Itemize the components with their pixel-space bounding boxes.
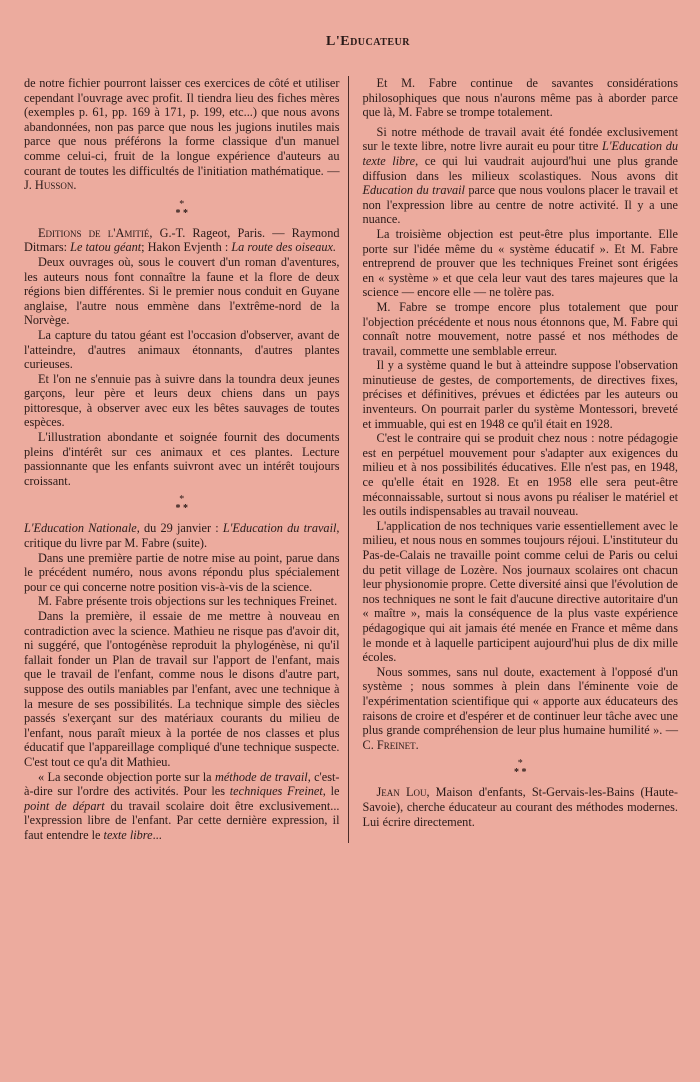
- right-column: [349, 76, 679, 843]
- paragraph: Et M. Fabre continue de savantes considérations philosophiques que nous n'aurons même pas à aborder parce que là, M. Fabre se trompe totalement.: [362, 76, 678, 120]
- paragraph: « La seconde objection porte sur la méthode de travail, c'est-à-dire sur l'ordre des activités. Pour les techniques Freinet, le point de départ du travail scolaire doit être exclusivement... l'expression libre de l'enfant. Par cette dernière expression, il faut entendre le texte libre...: [24, 769, 340, 842]
- left-column: [24, 76, 349, 843]
- paragraph: Si notre méthode de travail avait été fondée exclusivement sur le texte libre, notre livre aurait eu pour titre L'Education du texte libre, ce qui lui vaudrait aujourd'hui une plus grande diffusion dans les milieux scolastiques. Nous avons dit Education du travail parce que nous voulons placer le travail et non l'expression libre au centre de notre activité. Il y a une nuance.: [362, 124, 679, 227]
- author-signature: C. Freinet.: [362, 737, 419, 752]
- paragraph: La capture du tatou géant est l'occasion d'observer, avant de l'atteindre, d'autres animaux étonnants, d'autres plantes curieuses.: [24, 327, 340, 372]
- paragraph: Dans la première, il essaie de me mettre à nouveau en contradiction avec la science. Mathieu ne risque pas d'avoir dit, ni suggéré, que l'ontogénèse reproduit la phylogénèse, ni qu'il fallait fonder un Plan de travail sur l'apport de l'enfant, mais que le travail de l'enfant, comme nous le disons d'autre part, suppose des outils maniables par l'enfant, avec une technique à la mesure de ses possibilités. La technique simple des siècles passés s'exerçant sur des matériaux courants du milieu de l'enfant, nous paraît mieux à la portée de nos classes et plus éducatif que l'appareillage compliqué d'une technique suspecte. C'est tout ce qu'a dit Mathieu.: [24, 609, 340, 769]
- paragraph: La troisième objection est peut-être plus importante. Elle porte sur l'idée même du « système éducatif ». Et M. Fabre entreprend de prouver que les techniques Freinet sont érigées en « système » et que cela leur vaut des tares majeures que la science — encore elle — ne tolère pas.: [362, 226, 678, 300]
- article-reference: L'Education Nationale, du 29 janvier : L'Education du travail, critique du livre par M. Fabre (suite).: [24, 521, 340, 551]
- paragraph: de notre fichier pourront laisser ces exercices de côté et utiliser cependant l'ouvrage avec profit. Il tiendra lieu des fiches mères (exemples p. 61, pp. 169 à 171, p. 199, etc...) que nous avons abandonnées, non pas parce que nous les jugions inutiles mais parce que nous préférons la forme classique d'un manuel comme celui-ci, fruit de la longue expérience d'auteurs au courant de toutes les difficultés de l'initiation mathématique. — J. Husson.: [24, 76, 340, 193]
- paragraph: L'application de nos techniques varie essentiellement avec le milieu, et nous nous en sommes toujours réjoui. L'instituteur du Pas-de-Calais ne travaille point comme celui de Paris ou celui du petit village de Lozère. Nos journaux scolaires ont chacun leur physionomie propre. Cette diversité ainsi que l'évolution de nos techniques ne sont le fait d'aucune directive autoritaire d'un « maître », mais la conséquence de la plus vaste expérience pédagogique qui ait jamais été menée en France et même dans le monde et à laquelle participent aujourd'hui plus de dix mille écoles.: [362, 518, 678, 665]
- journal-title: L'Educateur: [326, 34, 410, 49]
- author-signature: J. Husson.: [24, 178, 77, 193]
- separator-stars: * * *: [175, 198, 188, 219]
- separator-stars: * * *: [175, 494, 188, 515]
- classified-ad: Jean Lou, Maison d'enfants, St-Gervais-les-Bains (Haute-Savoie), cherche éducateur au courant des méthodes modernes. Lui écrire directement.: [362, 785, 678, 829]
- separator-stars: * * *: [514, 758, 527, 779]
- page-header: [326, 34, 410, 50]
- paragraph: M. Fabre présente trois objections sur les techniques Freinet.: [38, 594, 338, 609]
- book-reference: Editions de l'Amitié, G.-T. Rageot, Paris. — Raymond Ditmars: Le tatou géant; Hakon Evjenth : La route des oiseaux.: [24, 225, 340, 255]
- paragraph: Il y a système quand le but à atteindre suppose l'observation minutieuse de gestes, de comportements, de directives fixes, précises et définitives, prévues et édictées par les auteurs ou inventeurs. On pourrait parler du système Montessori, breveté et immuable, qui est en 1948 ce qu'il était en 1928.: [362, 358, 678, 431]
- paragraph: Dans une première partie de notre mise au point, parue dans le précédent numéro, nous avons répondu plus spécialement pour ce qui concerne notre position vis-à-vis de la science.: [24, 550, 340, 594]
- paragraph: L'illustration abondante et soignée fournit des documents pleins d'intérêt sur ces animaux et ces plantes. Lecture passionnante que les enfants suivront avec un intérêt toujours croissant.: [24, 430, 340, 488]
- paragraph: Nous sommes, sans nul doute, exactement à l'opposé d'un système ; nous sommes à plein dans l'éminente voie de l'expérimentation scientifique qui « apporte aux éducateurs des raisons de croire et d'espérer et de continuer leur tâche avec une plus grande compréhension de leur plus humaine humilité ». — C. Freinet.: [362, 664, 678, 752]
- paragraph: Et l'on ne s'ennuie pas à suivre dans la toundra deux jeunes garçons, leur père et leurs deux chiens dans un pays pittoresque, à observer avec eux les bêtes sauvages de toutes espèces.: [24, 371, 340, 430]
- paragraph: C'est le contraire qui se produit chez nous : notre pédagogie est en perpétuel mouvement pour s'adapter aux exigences du milieu et à nos possibilités éducatives. Elle n'est pas, en 1948, ce qu'elle était en 1928. Et en 1958 elle sera peut-être méconnaissable, surtout si nous avons pu réaliser le matériel et les outils indispensables au travail nouveau.: [362, 431, 678, 519]
- paragraph: M. Fabre se trompe encore plus totalement que pour l'objection précédente et nous nous étonnons que, M. Fabre qui connaît notre mouvement, notre passé et nos méthodes de travail, commette une semblable erreur.: [362, 299, 678, 358]
- text-columns: [24, 76, 678, 843]
- paragraph: Deux ouvrages où, sous le couvert d'un roman d'aventures, les auteurs nous font connaître la faune et la flore de deux régions bien différentes. Si le premier nous conduit en Guyane anglaise, l'autre nous emmène dans l'extrême-nord de la Norvège.: [24, 254, 340, 328]
